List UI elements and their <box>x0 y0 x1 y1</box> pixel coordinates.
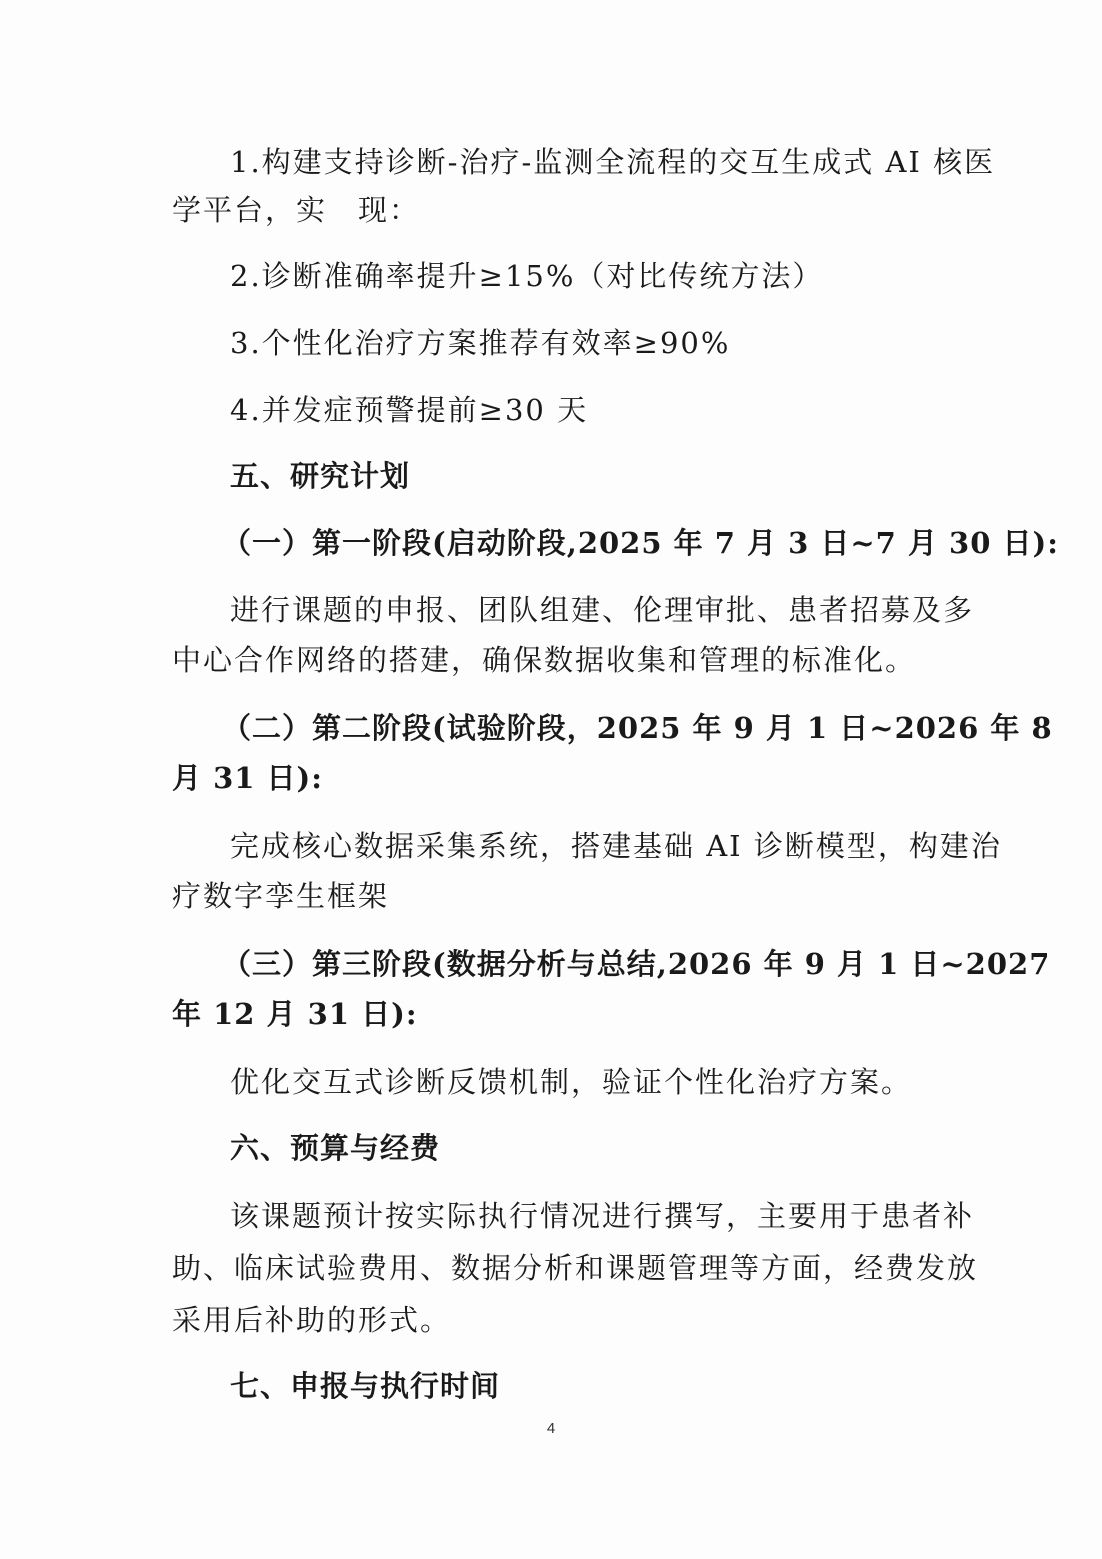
goal-line-1: 1.构建支持诊断-治疗-监测全流程的交互生成式 AI 核医 <box>230 145 996 179</box>
goal-item-3: 3.个性化治疗方案推荐有效率≥90% <box>230 326 731 360</box>
phase-1-body-line-2: 中心合作网络的搭建，确保数据收集和管理的标准化。 <box>172 643 917 677</box>
section-5-heading: 五、研究计划 <box>230 459 411 493</box>
phase-1-title: （一）第一阶段(启动阶段,2025 年 7 月 3 日~7 月 30 日): <box>222 526 1059 560</box>
budget-body-line-3: 采用后补助的形式。 <box>172 1303 452 1337</box>
goal-line-1-continued: 学平台，实 现： <box>172 193 421 227</box>
budget-body-line-2: 助、临床试验费用、数据分析和课题管理等方面，经费发放 <box>172 1251 979 1285</box>
goal-item-4: 4.并发症预警提前≥30 天 <box>230 393 589 427</box>
phase-2-title-line-1: （二）第二阶段(试验阶段，2025 年 9 月 1 日~2026 年 8 <box>222 711 1053 745</box>
page-number: 4 <box>546 1420 556 1437</box>
phase-2-body-line-1: 完成核心数据采集系统，搭建基础 AI 诊断模型，构建治 <box>230 829 1002 863</box>
goal-item-2: 2.诊断准确率提升≥15%（对比传统方法） <box>230 259 824 293</box>
section-6-heading: 六、预算与经费 <box>230 1131 441 1165</box>
budget-body-line-1: 该课题预计按实际执行情况进行撰写，主要用于患者补 <box>230 1199 975 1233</box>
section-7-heading: 七、申报与执行时间 <box>230 1369 501 1403</box>
phase-3-title-line-2: 年 12 月 31 日): <box>172 997 418 1031</box>
phase-2-title-line-2: 月 31 日): <box>172 761 323 795</box>
phase-3-title-line-1: （三）第三阶段(数据分析与总结,2026 年 9 月 1 日~2027 <box>222 947 1051 981</box>
phase-1-body-line-1: 进行课题的申报、团队组建、伦理审批、患者招募及多 <box>230 593 975 627</box>
phase-2-body-line-2: 疗数字孪生框架 <box>172 879 390 913</box>
phase-3-body: 优化交互式诊断反馈机制，验证个性化治疗方案。 <box>230 1065 913 1099</box>
